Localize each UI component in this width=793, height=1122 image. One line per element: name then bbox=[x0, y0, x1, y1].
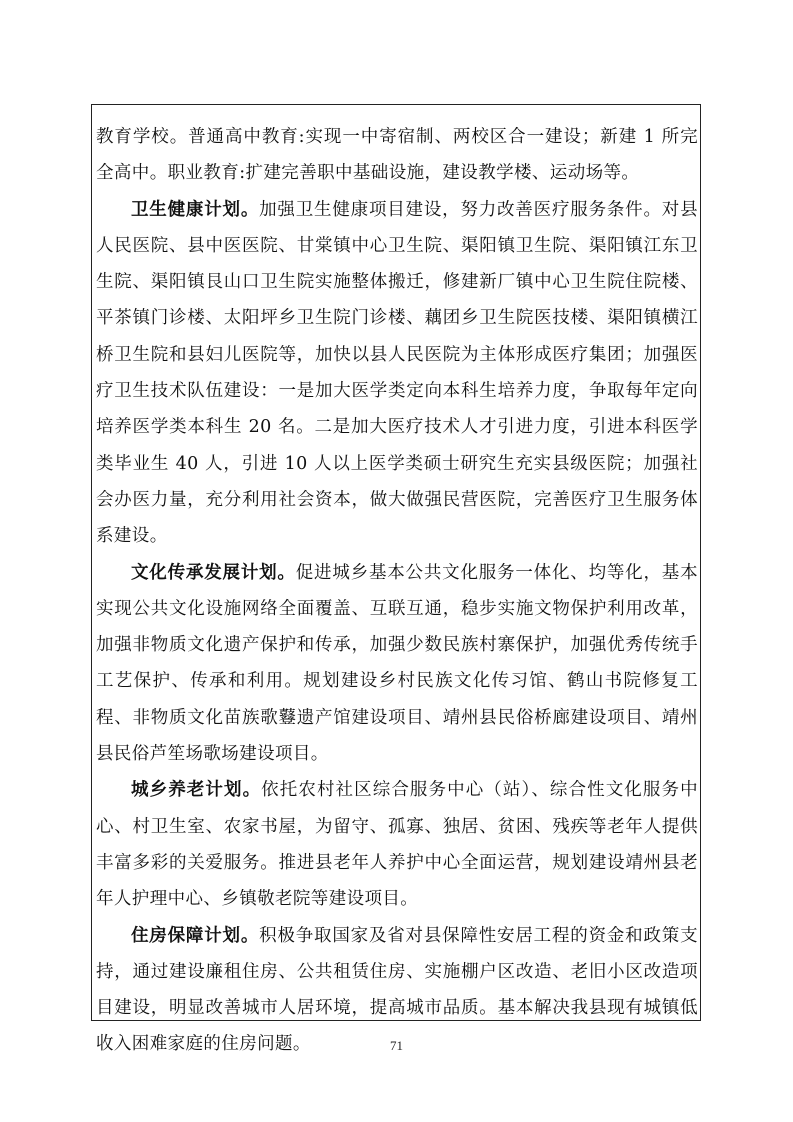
paragraph-heading: 卫生健康计划。 bbox=[131, 199, 260, 220]
paragraph-heading: 文化传承发展计划。 bbox=[131, 562, 296, 583]
page-number: 71 bbox=[390, 1038, 403, 1053]
paragraph-text: 加强卫生健康项目建设，努力改善医疗服务条件。对县人民医院、县中医医院、甘棠镇中心卫生院、渠阳镇卫生院、渠阳镇江东卫生院、渠阳镇艮山口卫生院实施整体搬迁，修建新厂镇中心卫生院住院楼、平茶镇门诊楼、太阳坪乡卫生院门诊楼、藕团乡卫生院医技楼、渠阳镇横江桥卫生院和县妇儿医院等，加快以县人民医院为主体形成医疗集团；加强医疗卫生技术队伍建设：一是加大医学类定向本科生培养力度，争取每年定向培养医学类本科生 20 名。二是加大医疗技术人才引进力度，引进本科医学类毕业生 40 人，引进 10 人以上医学类硕士研究生充实县级医院；加强社会办医力量，充分利用社会资本，做大做强民营医院，完善医疗卫生服务体系建设。 bbox=[96, 199, 698, 547]
paragraph-text: 积极争取国家及省对县保障性安居工程的资金和政策支持，通过建设廉租住房、公共租赁住房、实施棚户区改造、老旧小区改造项目建设，明显改善城市人居环境，提高城市品质。基本解决我县现有城镇低收入困难家庭的住房问题。 bbox=[96, 925, 698, 1055]
paragraph-elderly-care-plan bbox=[96, 772, 698, 917]
paragraph-education-continued bbox=[96, 119, 698, 192]
paragraph-text: 促进城乡基本公共文化服务一体化、均等化，基本实现公共文化设施网络全面覆盖、互联互通，稳步实施文物保护利用改革，加强非物质文化遗产保护和传承，加强少数民族村寨保护，加强优秀传统手工艺保护、传承和利用。规划建设乡村民族文化传习馆、鹤山书院修复工程、非物质文化苗族歌鼟遗产馆建设项目、靖州县民俗桥廊建设项目、靖州县民俗芦笙场歌场建设项目。 bbox=[96, 562, 698, 765]
paragraph-heading: 城乡养老计划。 bbox=[131, 780, 262, 801]
paragraph-heading: 住房保障计划。 bbox=[131, 925, 260, 946]
paragraph-health-plan bbox=[96, 192, 698, 555]
paragraph-culture-plan bbox=[96, 555, 698, 773]
paragraph-text: 依托农村社区综合服务中心（站）、综合性文化服务中心、村卫生室、农家书屋，为留守、孤寡、独居、贫困、残疾等老年人提供丰富多彩的关爱服务。推进县老年人养护中心全面运营，规划建设靖州县老年人护理中心、乡镇敬老院等建设项目。 bbox=[96, 780, 698, 910]
paragraph-text: 教育学校。普通高中教育:实现一中寄宿制、两校区合一建设；新建 1 所完全高中。职业教育:扩建完善职中基础设施，建设教学楼、运动场等。 bbox=[96, 127, 698, 184]
